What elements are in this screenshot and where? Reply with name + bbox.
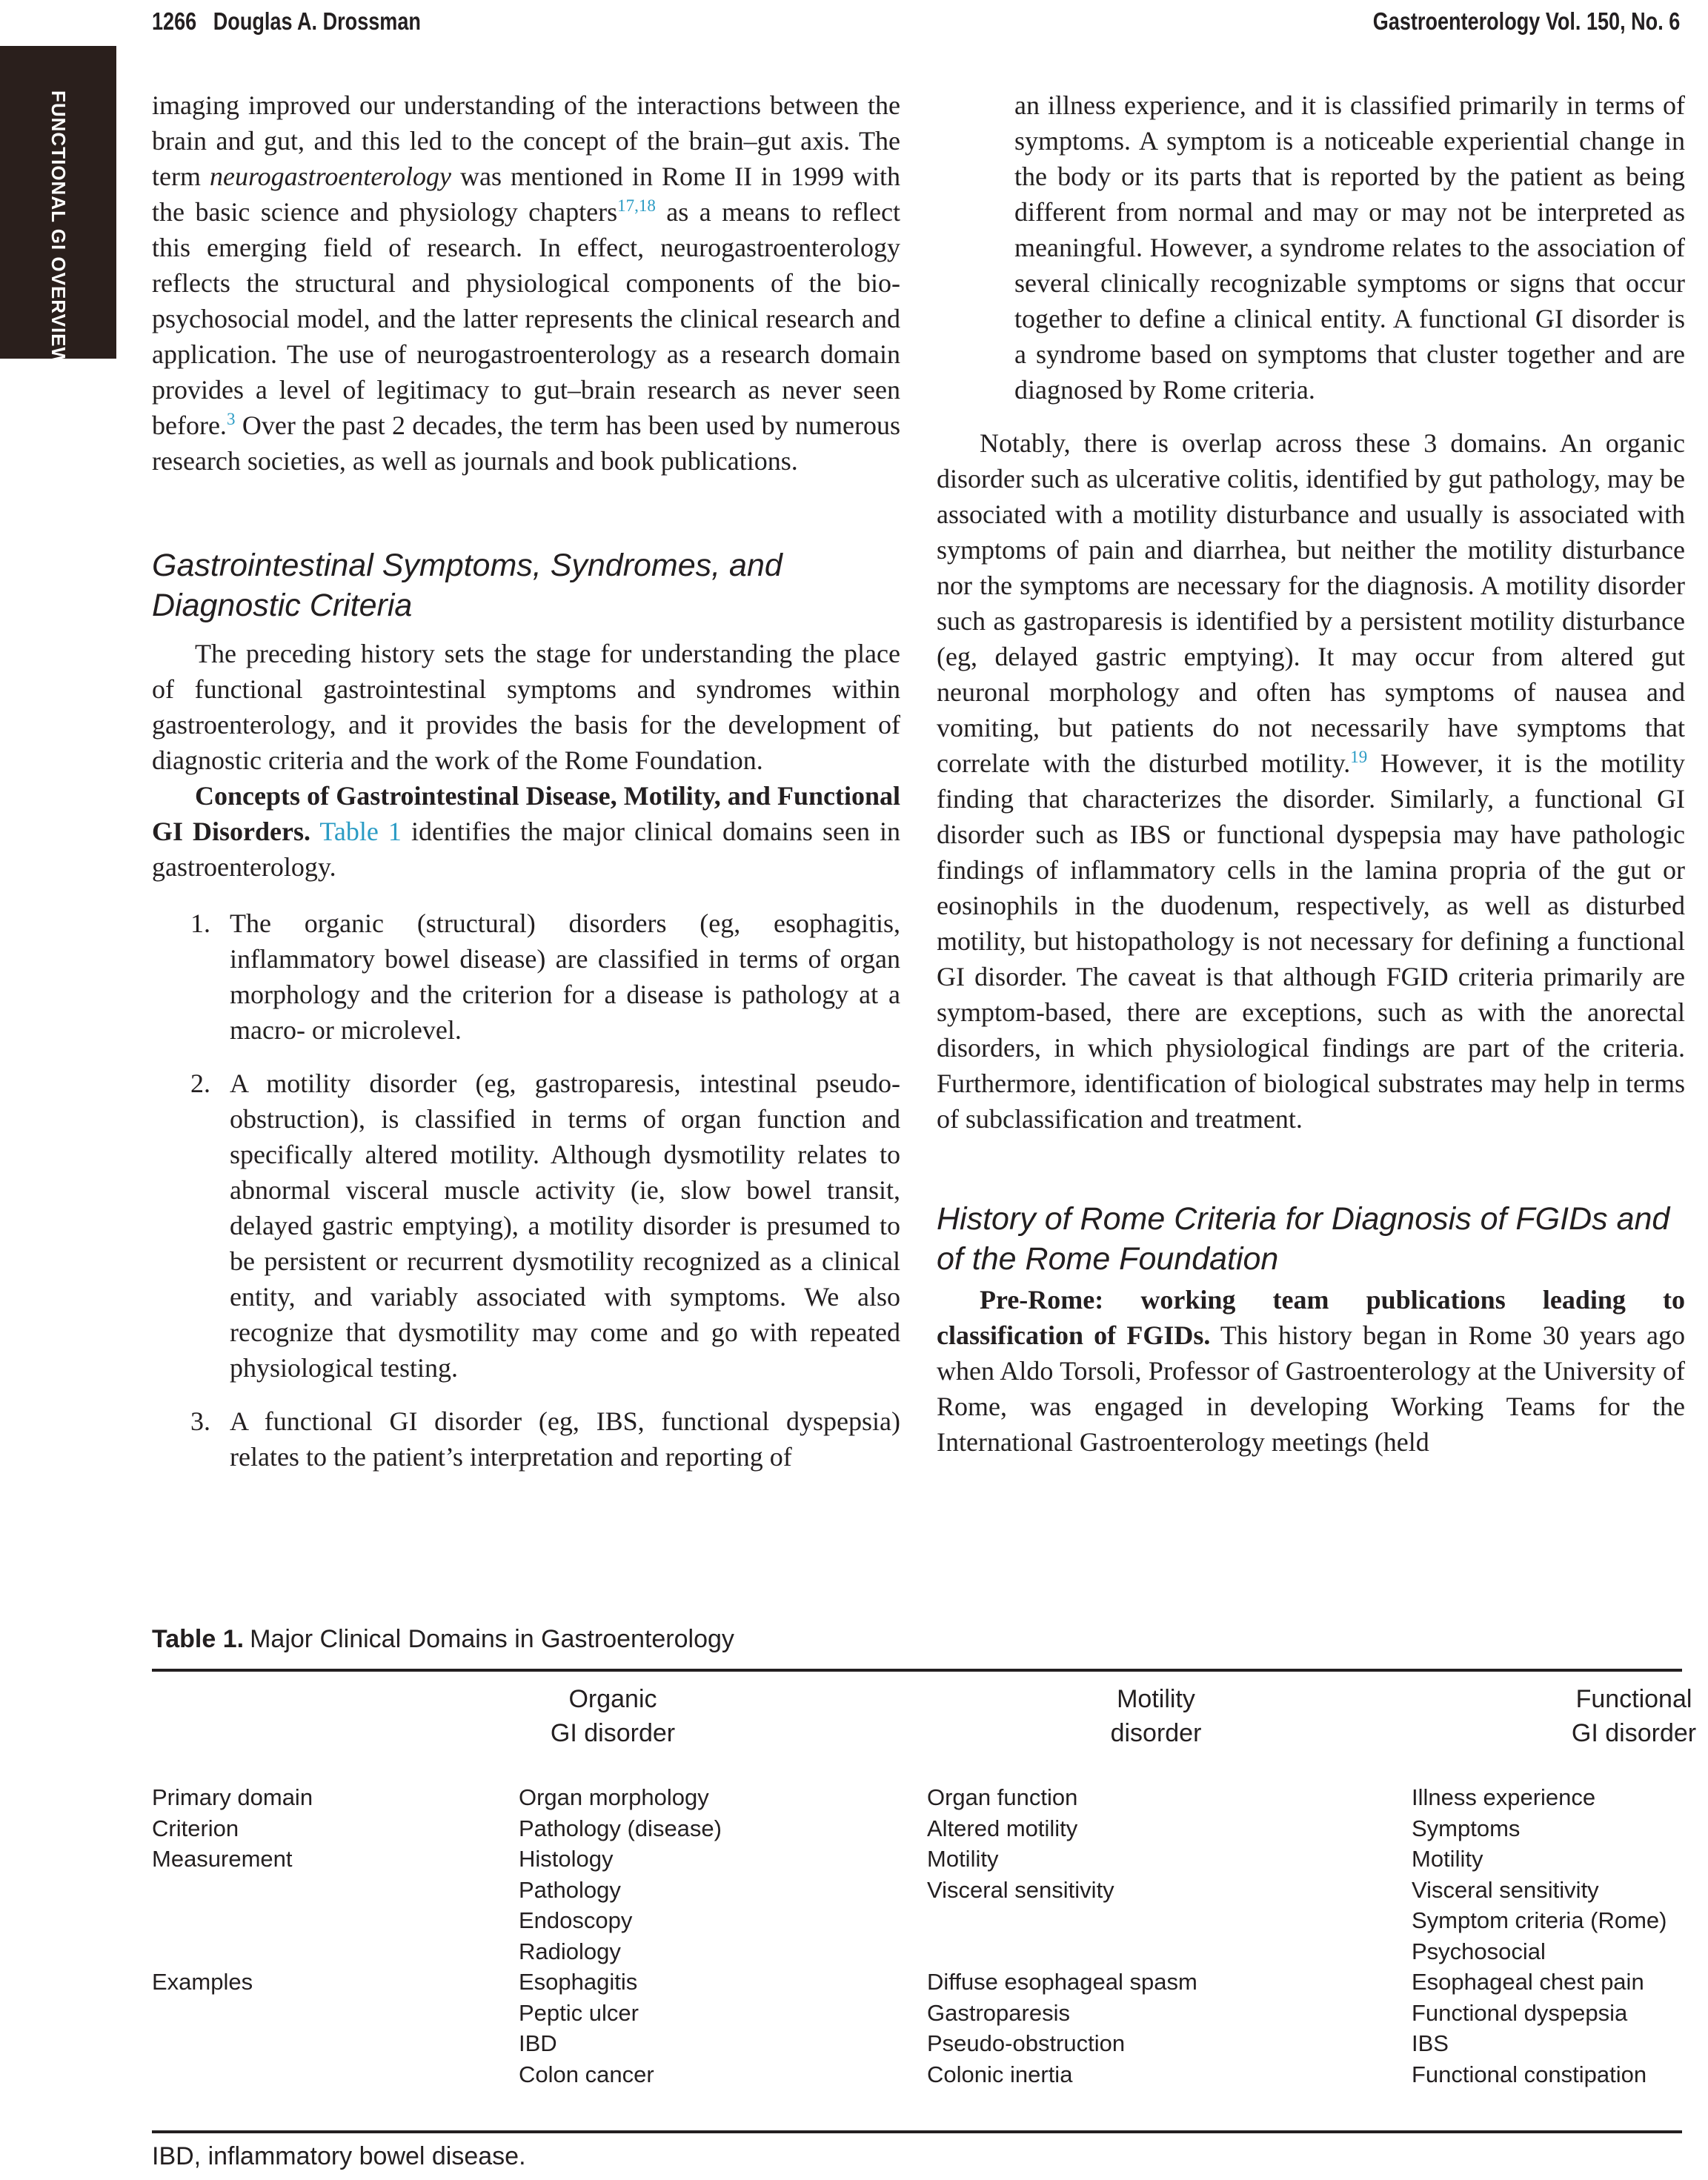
subsection-run-in-heading: Pre-Rome: working team publications leading to classification of FGIDs. <box>937 1285 1685 1350</box>
subsection-run-in-heading: Concepts of Gastrointestinal Disease, Motility, and Functional GI Disorders. <box>152 781 900 846</box>
text-run: identifies the major clinical domains seen in gastroenterology. <box>152 817 900 882</box>
table-label: Table 1. <box>152 1625 245 1653</box>
header-journal: Gastroenterology Vol. 150, No. 6 <box>1372 7 1681 35</box>
table-cell: Radiology <box>519 1938 621 1964</box>
table-footnote: IBD, inflammatory bowel disease. <box>152 2142 526 2170</box>
table-cell: Pathology (disease) <box>519 1815 722 1841</box>
text-run: However, it is the motility finding that characterizes the disorder. Similarly, a functional GI disorder such as IBS or functional dyspepsia may have pathologic findings of inflammatory cells in the lamina propria of the gut or eosinophils in the duodenum, respectively, as well as disturbed motility, but histopathology is not necessary for defining a functional GI disorder. The caveat is that although FGID criteria primarily are symptom-based, there are exceptions, such as with the anorectal disorders, in which physiological findings are part of the criteria. Furthermore, identification of biological substrates may help in terms of subclassification and treatment. <box>937 748 1686 1134</box>
table-cell: Altered motility <box>927 1815 1078 1841</box>
table-cell: Functional constipation <box>1412 2061 1647 2087</box>
table-cell: Pseudo-obstruction <box>927 2030 1126 2056</box>
text-run: Notably, there is overlap across these 3 domains. An organic disorder such as ulcerative colitis, identified by gut pathology, may be associated with a motility disturbance and usually is associated with symptoms of pain and diarrhea, but neither the motility disturbance nor the symptoms are necessary for the diagnosis. A motility disorder such as gastroparesis is identified by a persistent motility disturbance (eg, delayed gastric emptying). It may occur from altered gut neuronal morphology and often has symptoms of nausea and vomiting, but patients do not necessarily have symptoms that correlate with the disturbed motility. <box>937 428 1685 778</box>
section-heading: Gastrointestinal Symptoms, Syndromes, and Diagnostic Criteria <box>152 548 782 623</box>
table-cell: Histology <box>519 1846 614 1872</box>
column-header-organic <box>502 1682 724 1750</box>
list-item <box>152 905 900 1048</box>
left-paragraph-3 <box>152 778 900 885</box>
list-number: 2. <box>190 1069 210 1098</box>
row-label: Measurement <box>152 1846 293 1872</box>
row-label: Examples <box>152 1969 253 1995</box>
table-cell: Colonic inertia <box>927 2061 1073 2087</box>
functional-column <box>1412 1782 1667 2090</box>
right-paragraph-2 <box>937 425 1685 1137</box>
italic-term: neurogastroenterology <box>210 162 451 191</box>
table-cell: Psychosocial <box>1412 1938 1546 1964</box>
table-cell: Peptic ulcer <box>519 1999 639 2026</box>
list-item-text: A functional GI disorder (eg, IBS, functional dyspepsia) relates to the patient’s interpretation and reporting of <box>230 1406 900 1472</box>
column-header-functional <box>1523 1682 1708 1750</box>
list-item-text: A motility disorder (eg, gastroparesis, intestinal pseudo-obstruction), is classified in terms of organ function and specifically altered motility. Although dysmotility relates to abnormal visceral muscle activity (ie, slow bowel transit, delayed gastric emptying), a motility disorder is presumed to be persistent or recurrent dysmotility recognized as a clinical entity, and variably associated with symptoms. We also recognize that dysmotility may come and go with repeated physiological testing. <box>230 1069 900 1383</box>
running-header <box>152 7 1681 44</box>
citation-link[interactable]: 3 <box>226 410 236 428</box>
table-cell: Esophagitis <box>519 1969 638 1995</box>
citation-link[interactable]: 19 <box>1350 748 1368 766</box>
motility-column <box>927 1782 1197 2090</box>
list-item-text: The organic (structural) disorders (eg, esophagitis, inflammatory bowel disease) are classified in terms of organ morphology and the criterion for a disease is pathology at a macro- or microlevel. <box>230 908 900 1045</box>
table-cell: Esophageal chest pain <box>1412 1969 1644 1995</box>
domain-list <box>152 905 900 1475</box>
row-label-column <box>152 1782 313 1998</box>
table-cell: Diffuse esophageal spasm <box>927 1969 1197 1995</box>
section-side-tab <box>0 46 116 367</box>
table-cell: Visceral sensitivity <box>927 1876 1114 1903</box>
header-line: Motility <box>1117 1685 1195 1713</box>
table-cell: Gastroparesis <box>927 1999 1070 2026</box>
table-bottom-rule <box>152 2130 1682 2133</box>
left-paragraph-2: The preceding history sets the stage for understanding the place of functional gastrointestinal symptoms and syndromes within gastroenterology, and it provides the basis for the development of diagnostic criteria and the work of the Rome Foundation. <box>152 639 900 775</box>
side-tab-label: FUNCTIONAL GI OVERVIEW <box>47 90 70 367</box>
header-line: disorder <box>1110 1719 1202 1747</box>
table-cell: Pathology <box>519 1876 621 1903</box>
table-cell: IBD <box>519 2030 557 2056</box>
table-cell: Functional dyspepsia <box>1412 1999 1628 2026</box>
table-top-rule <box>152 1669 1682 1672</box>
header-line: Organic <box>568 1685 657 1713</box>
table-caption <box>152 1623 734 1655</box>
table-cell: Motility <box>927 1846 999 1872</box>
text-run: as a means to reflect this emerging field of research. In effect, neurogastroenterology reflects the structural and physiological components of the bio-psychosocial model, and the latter represents the clinical research and application. The use of neurogastroenterology as a research domain provides a level of legitimacy to gut–brain research as never seen before. <box>152 197 900 440</box>
table-cell: Symptom criteria (Rome) <box>1412 1907 1667 1933</box>
text-run: imaging improved our understanding of the interactions between the brain and gut, and this led to the concept of the brain–gut axis. The term <box>152 90 900 191</box>
left-column <box>152 87 900 1492</box>
table-cell: Motility <box>1412 1846 1483 1872</box>
text-run: was mentioned in Rome II in 1999 with the basic science and physiology chapters <box>152 162 900 227</box>
table-title: Major Clinical Domains in Gastroenterology <box>250 1625 734 1653</box>
row-label: Criterion <box>152 1815 239 1841</box>
citation-link[interactable]: 17,18 <box>617 196 656 215</box>
table-cell: Symptoms <box>1412 1815 1521 1841</box>
table-link[interactable]: Table 1 <box>319 817 402 846</box>
table-cell: Endoscopy <box>519 1907 633 1933</box>
header-page-author: 1266 Douglas A. Drossman <box>152 7 421 35</box>
column-header-motility <box>1045 1682 1267 1750</box>
list-number: 3. <box>190 1406 210 1436</box>
header-line: GI disorder <box>550 1719 676 1747</box>
text-run: Over the past 2 decades, the term has been used by numerous research societies, as well as journals and book publications. <box>152 411 900 476</box>
right-paragraph-3 <box>937 1282 1685 1460</box>
list-item <box>152 1403 900 1475</box>
right-list-continuation: an illness experience, and it is classified primarily in terms of symptoms. A symptom is a noticeable experiential change in the body or its parts that is reported by the patient as being different from normal and may or may not be interpreted as meaningful. However, a syndrome relates to the association of several clinically recognizable symptoms or signs that occur together to define a clinical entity. A functional GI disorder is a syndrome based on symptoms that cluster together and are diagnosed by Rome criteria. <box>1014 90 1685 405</box>
table-cell: Colon cancer <box>519 2061 654 2087</box>
table-cell: Illness experience <box>1412 1784 1596 1810</box>
text-run: This history began in Rome 30 years ago when Aldo Torsoli, Professor of Gastroenterology at the University of Rome, was engaged in developing Working Teams for the International Gastroenterology meetings (held <box>937 1320 1685 1457</box>
list-number: 1. <box>190 908 210 938</box>
header-line: Functional <box>1575 1685 1692 1713</box>
list-item <box>152 1066 900 1386</box>
row-label: Primary domain <box>152 1784 313 1810</box>
organic-column <box>519 1782 722 2090</box>
left-paragraph-1 <box>152 87 900 479</box>
right-column <box>937 87 1685 1460</box>
table-cell: IBS <box>1412 2030 1449 2056</box>
header-line: GI disorder <box>1571 1719 1697 1747</box>
table-cell: Organ function <box>927 1784 1078 1810</box>
table-cell: Visceral sensitivity <box>1412 1876 1599 1903</box>
table-cell: Organ morphology <box>519 1784 709 1810</box>
section-heading: History of Rome Criteria for Diagnosis of FGIDs and of the Rome Foundation <box>937 1201 1670 1277</box>
